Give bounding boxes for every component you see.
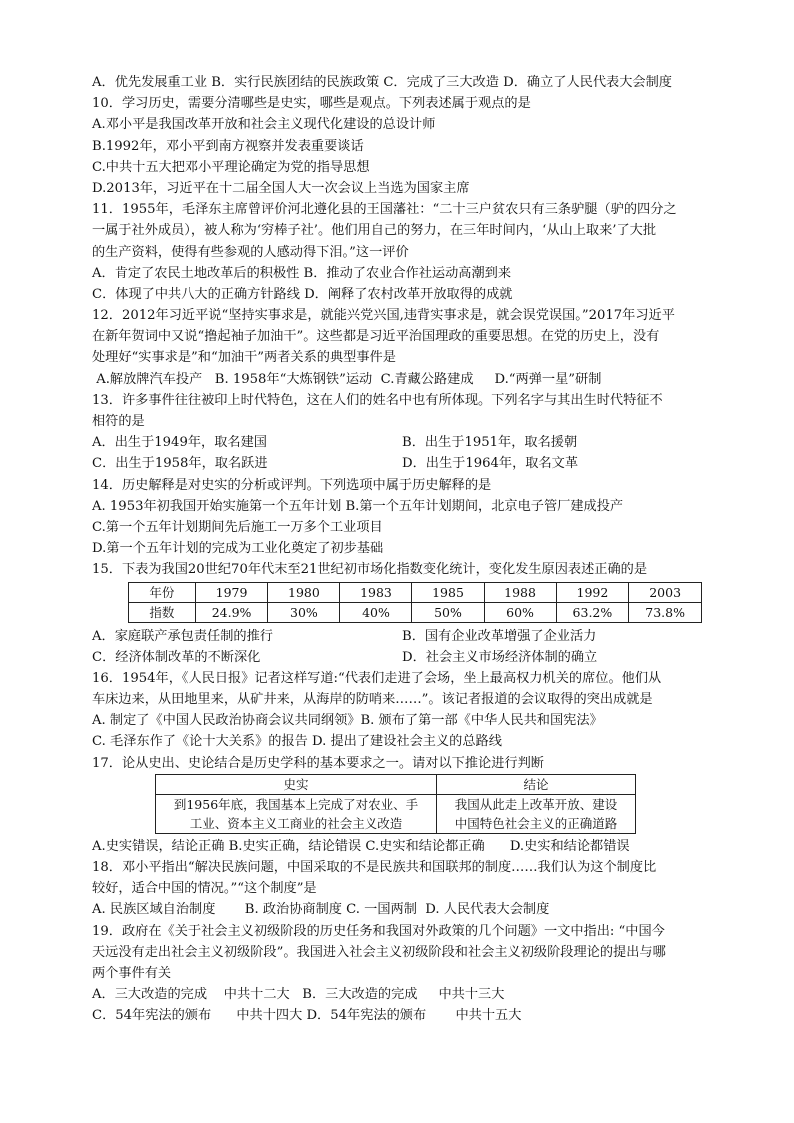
table-cell: 1985: [412, 582, 484, 602]
q9-options: A．优先发展重工业 B．实行民族团结的民族政策 C．完成了三大改造 D．确立了人民代表大会制度: [92, 75, 672, 90]
table-row-index: [129, 602, 702, 622]
q13-option-d: D．出生于1964年，取名文革: [402, 456, 579, 472]
q14-stem: 14．历史解释是对史实的分析或评判。下列选项中属于历史解释的是: [92, 477, 492, 493]
q11-stem-line2: 一属于社外成员），被人称为‘穷棒子社’。他们用自己的努力，在三年时间内，‘从山上取来’了大批: [92, 223, 657, 239]
q13-options-row2: [92, 453, 702, 474]
q13-option-b: B．出生于1951年，取名援朝: [402, 435, 578, 451]
q11-options-ab: A．肯定了农民土地改革后的积极性 B．推动了农业合作社运动高潮到来: [92, 265, 512, 281]
table-cell: 年份: [129, 582, 196, 602]
q16-stem-line1: 16．1954年，《人民日报》记者这样写道:“代表们走进了会场，坐上最高权力机关的席位。他们从: [92, 670, 662, 686]
q15-option-c: C．经济体制改革的不断深化: [92, 649, 261, 665]
table-cell: 60%: [484, 602, 556, 622]
q15-option-d: D．社会主义市场经济体制的确立: [402, 649, 598, 665]
q14-options-ab: A. 1953年初我国开始实施第一个五年计划 B.第一个五年计划期间，北京电子管厂建成投产: [92, 498, 624, 514]
table-cell: 1979: [195, 582, 268, 602]
fact-line2: 工业、资本主义工商业的社会主义改造: [189, 815, 403, 831]
q10-option-a: A.邓小平是我国改革开放和社会主义现代化建设的总设计师: [92, 117, 436, 133]
q15-option-a: A．家庭联产承包责任制的推行: [92, 628, 273, 644]
q13-options-row1: [92, 432, 702, 453]
fact-conclusion-table: [155, 774, 636, 834]
table-cell: 指数: [129, 602, 196, 622]
conclusion-line1: 我国从此走上改革开放、建设: [454, 796, 618, 812]
q10-option-b: B.1992年，邓小平到南方视察并发表重要谈话: [92, 138, 364, 154]
q19-stem-line3: 两个事件有关: [92, 965, 172, 981]
table-cell: 1988: [484, 582, 556, 602]
q11-stem-line3: 的生产资料，使得有些参观的人感动得下泪。”这一评价: [92, 244, 409, 260]
table-cell: 24.9%: [195, 602, 268, 622]
q12-stem-line3: 处理好“实事求是”和“加油干”两者关系的典型事件是: [92, 350, 396, 366]
q19-stem-line2: 天远没有走出社会主义初级阶段”。我国进入社会主义初级阶段和社会主义初级阶段理论的提出与哪: [92, 944, 666, 960]
table-cell: 73.8%: [629, 602, 702, 622]
q18-stem-line2: 较好，适合中国的情况。”“这个制度”是: [92, 881, 317, 897]
table-cell: 40%: [340, 602, 412, 622]
table-row: [156, 794, 636, 833]
q10-option-d: D.2013年，习近平在十二届全国人大一次会议上当选为国家主席: [92, 180, 470, 196]
q19-options-cd: C．54年宪法的颁布 中共十四大 D．54年宪法的颁布 中共十五大: [92, 1008, 522, 1024]
q12-stem-line2: 在新年贺词中又说“撸起袖子加油干”。这些都是习近平治国理政的重要思想。在党的历史上，没有: [92, 329, 660, 345]
fact-line1: 到1956年底，我国基本上完成了对农业、手: [173, 796, 419, 812]
q19-stem-line1: 19．政府在《关于社会主义初级阶段的历史任务和我国对外政策的几个问题》一文中指出: “中国今: [92, 923, 665, 939]
table-header-conclusion: 结论: [437, 774, 636, 794]
q16-options-ab: A. 制定了《中国人民政治协商会议共同纲领》B. 颁布了第一部《中华人民共和国宪法》: [92, 713, 603, 729]
q16-stem-line2: 车床边来，从田地里来，从矿井来，从海岸的防哨来……”。该记者报道的会议取得的突出成就是: [92, 692, 653, 708]
q14-option-d: D.第一个五年计划的完成为工业化奠定了初步基础: [92, 541, 384, 557]
q13-option-c: C．出生于1958年，取名跃进: [92, 456, 268, 472]
q17-stem: 17．论从史出、史论结合是历史学科的基本要求之一。请对以下推论进行判断: [92, 755, 544, 771]
q13-stem-line1: 13．许多事件往往被印上时代特色，这在人们的姓名中也有所体现。下列名字与其出生时代特征不: [92, 392, 663, 408]
q14-option-c: C.第一个五年计划期间先后施工一万多个工业项目: [92, 519, 383, 535]
table-cell-conclusion: [437, 794, 636, 833]
table-cell-fact: [156, 794, 437, 833]
q11-stem-line1: 11．1955年，毛泽东主席曾评价河北遵化县的王国藩社：“二十三户贫农只有三条驴腿（驴的四分之: [92, 202, 677, 218]
table-cell: 1992: [556, 582, 629, 602]
table-cell: 30%: [268, 602, 340, 622]
q15-stem: 15．下表为我国20世纪70年代末至21世纪初市场化指数变化统计，变化发生原因表述正确的是: [92, 562, 648, 578]
q10-option-c: C.中共十五大把邓小平理论确定为党的指导思想: [92, 159, 370, 175]
q17-options: A.史实错误，结论正确 B.史实正确，结论错误 C.史实和结论都正确 D.史实和结论都错误: [92, 838, 630, 854]
table-cell: 1983: [340, 582, 412, 602]
q18-stem-line1: 18．邓小平指出“解决民族问题，中国采取的不是民族共和国联邦的制度……我们认为这个制度比: [92, 860, 657, 875]
table-cell: 63.2%: [556, 602, 629, 622]
q18-options: A. 民族区域自治制度 B. 政治协商制度 C. 一国两制 D. 人民代表大会制度: [92, 902, 550, 918]
market-index-table: [128, 582, 702, 623]
q13-option-a: A．出生于1949年，取名建国: [92, 435, 267, 451]
exam-page: [92, 72, 702, 1027]
q13-stem-line2: 相符的是: [92, 414, 145, 429]
q15-options-row2: [92, 647, 702, 668]
q11-options-cd: C．体现了中共八大的正确方针路线 D．阐释了农村改革开放取得的成就: [92, 286, 513, 302]
q19-options-ab: A．三大改造的完成 中共十二大 B．三大改造的完成 中共十三大: [92, 987, 505, 1003]
conclusion-line2: 中国特色社会主义的正确道路: [454, 815, 618, 831]
q16-options-cd: C. 毛泽东作了《论十大关系》的报告 D. 提出了建设社会主义的总路线: [92, 734, 502, 750]
q12-options: A.解放牌汽车投产 B. 1958年“大炼钢铁”运动 C.青藏公路建成 D.“两弹一星”研制: [92, 371, 602, 387]
table-row-year: [129, 582, 702, 602]
table-cell: 2003: [629, 582, 702, 602]
q10-stem: 10．学习历史，需要分清哪些是史实，哪些是观点。下列表述属于观点的是: [92, 96, 531, 112]
table-cell: 1980: [268, 582, 340, 602]
q15-options-row1: [92, 626, 702, 647]
table-header-row: [156, 774, 636, 794]
table-cell: 50%: [412, 602, 484, 622]
q12-stem-line1: 12．2012年习近平说“坚持实事求是，就能兴党兴国,违背实事求是，就会误党误国。”2017年习近平: [92, 308, 675, 324]
table-header-fact: 史实: [156, 774, 437, 794]
q15-option-b: B．国有企业改革增强了企业活力: [402, 628, 597, 644]
